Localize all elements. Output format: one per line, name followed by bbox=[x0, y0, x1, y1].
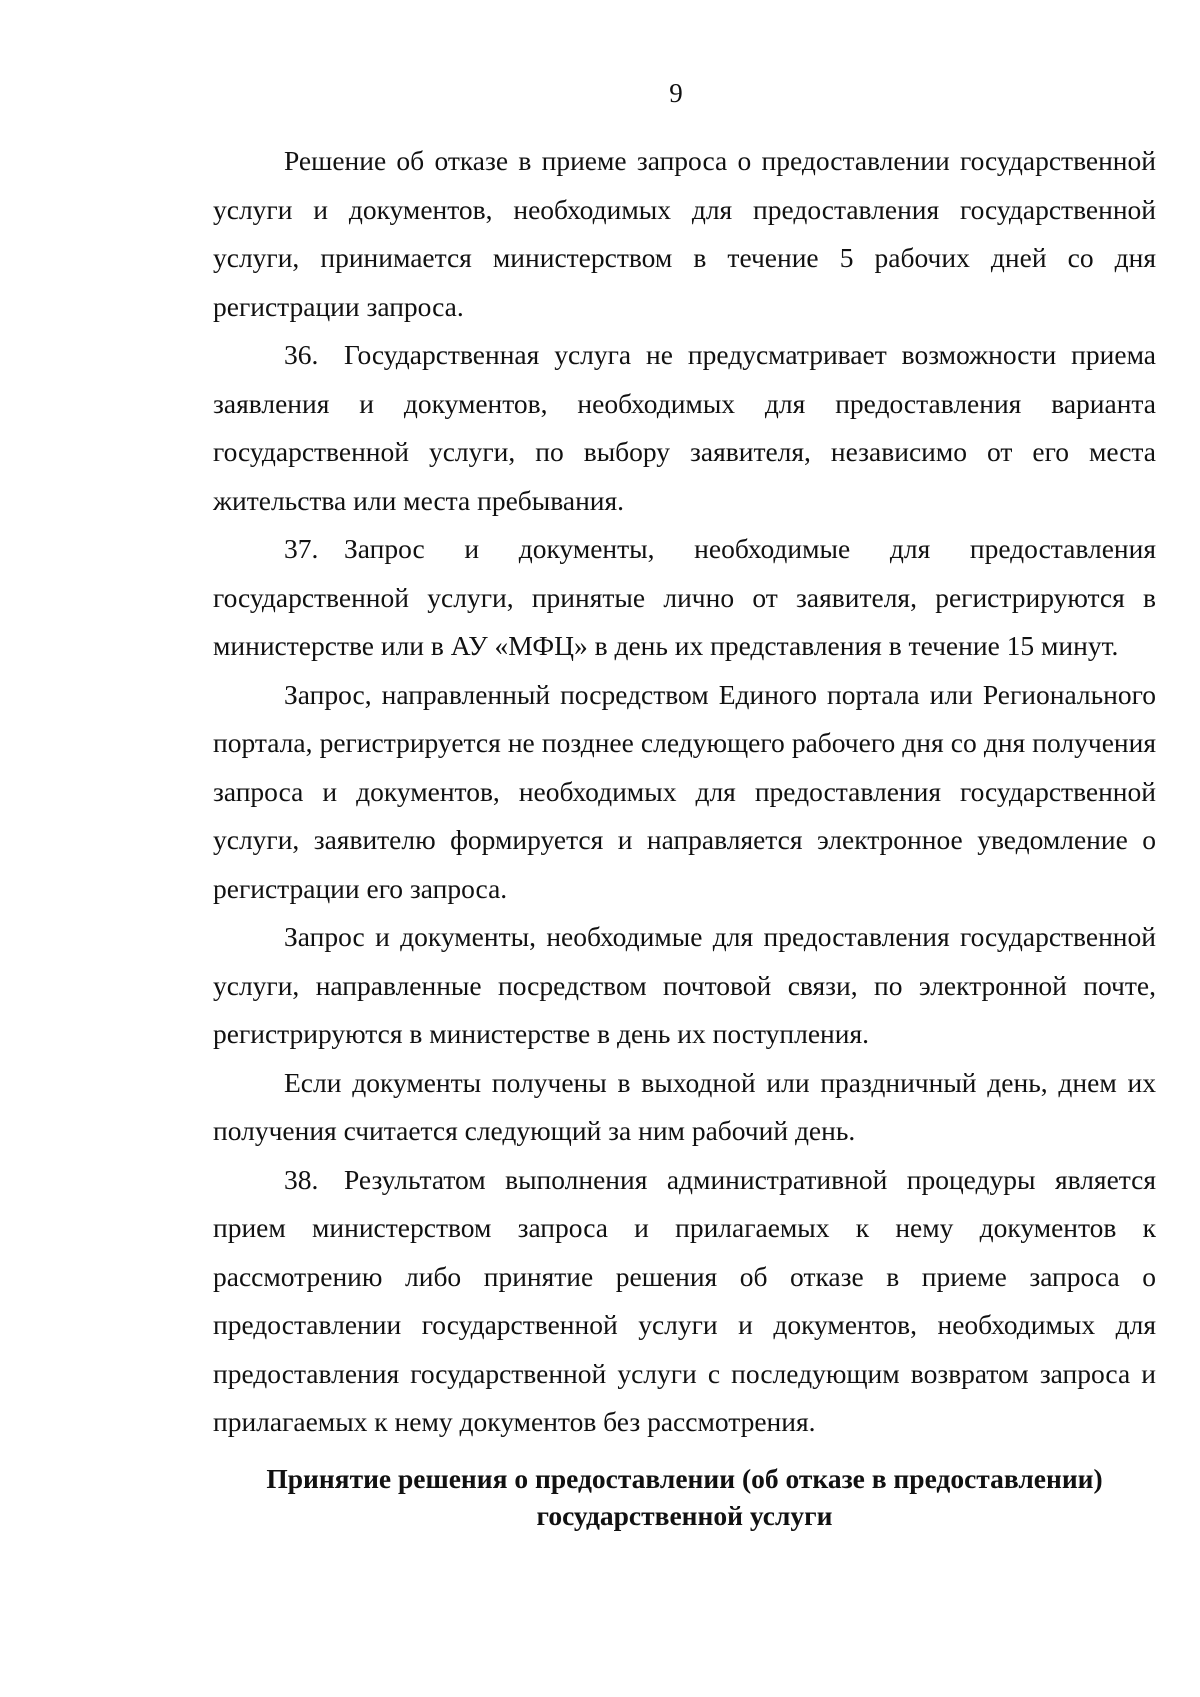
section-heading-line-2: государственной услуги bbox=[536, 1500, 833, 1531]
paragraph-36 bbox=[213, 331, 1156, 525]
paragraph-refusal-decision bbox=[213, 137, 1156, 331]
paragraph-text: Государственная услуга не предусматривает возможности приема заявления и документов, необходимых для предоставления варианта государственной услуги, по выбору заявителя, независимо от его места жительства или места пребывания. bbox=[213, 339, 1156, 516]
paragraph-text: Решение об отказе в приеме запроса о предоставлении государственной услуги и документов, необходимых для предоставления государственной услуги, принимается министерством в течение 5 рабочих дней со дня регистрации запроса. bbox=[213, 145, 1156, 322]
paragraph-text: Результатом выполнения административной процедуры является прием министерством запроса и прилагаемых к нему документов к рассмотрению либо принятие решения об отказе в приеме запроса о предоставлении государственной услуги и документов, необходимых для предоставления государственной услуги с последующим возвратом запроса и прилагаемых к нему документов без рассмотрения. bbox=[213, 1163, 1156, 1437]
paragraph-number: 36. bbox=[284, 339, 319, 370]
paragraph-text: Если документы получены в выходной или праздничный день, днем их получения считается следующий за ним рабочий день. bbox=[213, 1066, 1156, 1146]
paragraph-38 bbox=[213, 1156, 1156, 1447]
document-body bbox=[213, 137, 1156, 1447]
paragraph-holiday-rule bbox=[213, 1059, 1156, 1156]
paragraph-text: Запрос и документы, необходимые для предоставления государственной услуги, направленные посредством почтовой связи, по электронной почте, регистрируются в министерстве в день их поступления. bbox=[213, 921, 1156, 1049]
paragraph-text: Запрос, направленный посредством Единого портала или Регионального портала, регистрируется не позднее следующего рабочего дня со дня получения запроса и документов, необходимых для предоставления государственной услуги, заявителю формируется и направляется электронное уведомление о регистрации его запроса. bbox=[213, 678, 1156, 904]
paragraph-37 bbox=[213, 525, 1156, 671]
paragraph-number: 38. bbox=[284, 1163, 319, 1195]
paragraph-postal-request bbox=[213, 913, 1156, 1059]
page-number: 9 bbox=[669, 78, 683, 108]
section-heading bbox=[213, 1460, 1156, 1534]
section-heading-line-1: Принятие решения о предоставлении (об отказе в предоставлении) bbox=[266, 1463, 1103, 1494]
paragraph-number: 37. bbox=[284, 533, 319, 564]
paragraph-portal-request bbox=[213, 671, 1156, 914]
paragraph-text: Запрос и документы, необходимые для предоставления государственной услуги, принятые лично от заявителя, регистрируются в министерстве или в АУ «МФЦ» в день их представления в течение 15 минут. bbox=[213, 533, 1156, 661]
